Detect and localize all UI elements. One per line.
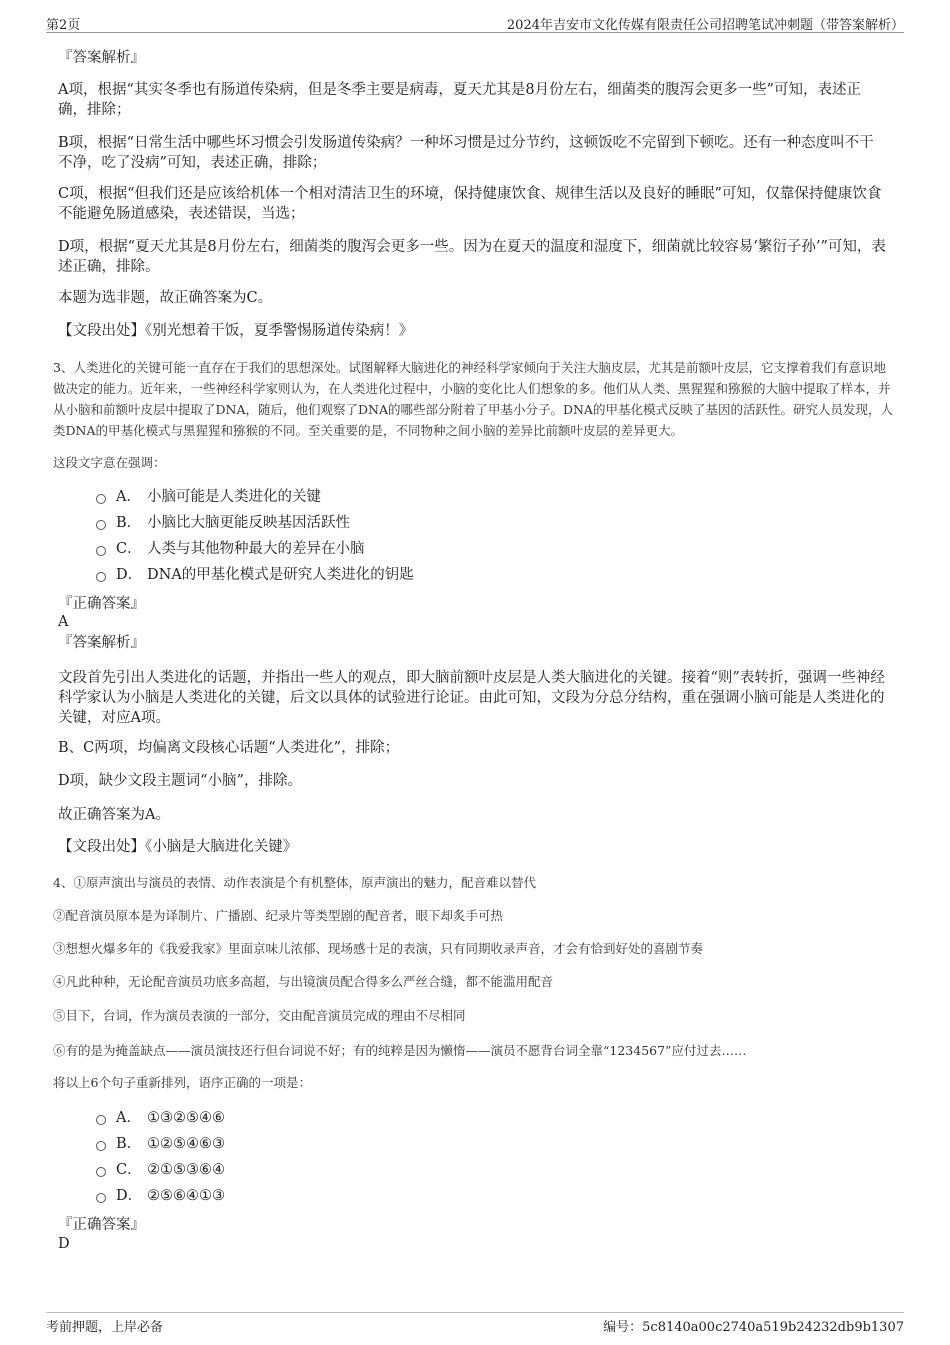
option-letter: D．: [116, 1188, 143, 1204]
question-4-prompt: 将以上6个句子重新排列，语序正确的一项是：: [53, 1075, 311, 1090]
answer-analysis-label: 『答案解析』: [58, 635, 145, 651]
option-letter: C．: [116, 541, 142, 557]
document-id: 编号：5c8140a00c2740a519b24232db9b1307: [603, 1320, 904, 1335]
option-text: ②⑤⑥④①③: [147, 1188, 225, 1204]
option-text: ①②⑤④⑥③: [147, 1136, 225, 1152]
option-letter: D．: [116, 567, 143, 583]
question-4-sentence-3: ③想想火爆多年的《我爱我家》里面京味儿浓郁、现场感十足的表演，只有同期收录声音，才会有恰到好处的喜剧节奏: [53, 941, 704, 956]
radio-icon[interactable]: [96, 1193, 106, 1203]
question-4-sentence-1: 4、①原声演出与演员的表情、动作表演是个有机整体，原声演出的魅力，配音难以替代: [53, 875, 536, 890]
analysis-paragraph: 文段首先引出人类进化的话题，并指出一些人的观点，即大脑前额叶皮层是人类大脑进化的关键。接着“则”表转折，强调一些神经科学家认为小脑是人类进化的关键，后文以具体的试验进行论证。由此可知，文段为分总分结构，重在强调小脑可能是人类进化的关键，对应A项。: [58, 670, 885, 726]
analysis-options-bc: B、C两项，均偏离文段核心话题“人类进化”，排除；: [58, 740, 400, 756]
question-4-option-d[interactable]: [96, 1186, 225, 1206]
radio-icon[interactable]: [96, 1167, 106, 1177]
radio-icon[interactable]: [96, 572, 106, 582]
analysis-option-c: C项，根据“但我们还是应该给机体一个相对清洁卫生的环境，保持健康饮食、规律生活以及良好的睡眠”可知，仅靠保持健康饮食不能避免肠道感染，表述错误，当选；: [58, 186, 882, 222]
document-title: 2024年吉安市文化传媒有限责任公司招聘笔试冲刺题（带答案解析）: [506, 18, 904, 33]
page-header: [46, 10, 904, 33]
question-3-option-d[interactable]: [96, 565, 414, 585]
analysis-conclusion: 故正确答案为A。: [58, 807, 170, 823]
radio-icon[interactable]: [96, 494, 106, 504]
source-citation: 【文段出处】《别光想着干饭，夏季警惕肠道传染病！》: [58, 323, 414, 339]
question-4-option-a[interactable]: [96, 1108, 225, 1128]
option-text: 小脑比大脑更能反映基因活跃性: [147, 515, 350, 531]
radio-icon[interactable]: [96, 1115, 106, 1125]
option-letter: A．: [116, 1110, 141, 1126]
footer-slogan: 考前押题，上岸必备: [46, 1320, 164, 1335]
correct-answer-value: D: [58, 1236, 70, 1252]
question-4-sentence-4: ④凡此种种，无论配音演员功底多高超，与出镜演员配合得多么严丝合缝，都不能滥用配音: [53, 974, 554, 989]
radio-icon[interactable]: [96, 546, 106, 556]
page-number: 第2页: [46, 18, 81, 33]
analysis-conclusion: 本题为选非题，故正确答案为C。: [58, 290, 273, 306]
option-text: DNA的甲基化模式是研究人类进化的钥匙: [147, 567, 414, 583]
option-letter: C．: [116, 1162, 142, 1178]
question-4-sentence-6: ⑥有的是为掩盖缺点——演员演技还行但台词说不好；有的纯粹是因为懒惰——演员不愿背台词全靠“1234567”应付过去……: [53, 1043, 747, 1058]
correct-answer-label: 『正确答案』: [58, 1217, 145, 1233]
question-4-option-b[interactable]: [96, 1134, 225, 1154]
option-text: 人类与其他物种最大的差异在小脑: [147, 541, 365, 557]
question-4-sentence-2: ②配音演员原本是为译制片、广播剧、纪录片等类型剧的配音者，眼下却炙手可热: [53, 908, 504, 923]
question-3-option-a[interactable]: [96, 487, 321, 507]
option-text: 小脑可能是人类进化的关键: [147, 489, 321, 505]
source-citation: 【文段出处】《小脑是大脑进化关键》: [58, 839, 298, 855]
page-footer: [46, 1312, 904, 1337]
correct-answer-value: A: [58, 614, 69, 630]
option-text: ②①⑤③⑥④: [147, 1162, 225, 1178]
option-letter: B．: [116, 1136, 142, 1152]
question-4-sentence-5: ⑤目下，台词，作为演员表演的一部分，交由配音演员完成的理由不尽相同: [53, 1008, 466, 1023]
question-3-prompt: 这段文字意在强调：: [53, 455, 166, 470]
radio-icon[interactable]: [96, 1141, 106, 1151]
question-4-option-c[interactable]: [96, 1160, 225, 1180]
option-letter: B．: [116, 515, 142, 531]
question-3-stem: 3、人类进化的关键可能一直存在于我们的思想深处。试图解释大脑进化的神经科学家倾向于关注大脑皮层，尤其是前额叶皮层，它支撑着我们有意识地做决定的能力。近年来，一些神经科学家则认为，在人类进化过程中，小脑的变化比人们想象的多。他们从人类、黑猩猩和猕猴的大脑中提取了样本，并从小脑和前额叶皮层中提取了DNA，随后，他们观察了DNA的哪些部分附着了甲基小分子。DNA的甲基化模式反映了基因的活跃性。研究人员发现，人类DNA的甲基化模式与黑猩猩和猕猴的不同。至关重要的是，不同物种之间小脑的差异比前额叶皮层的差异更大。: [53, 360, 893, 438]
radio-icon[interactable]: [96, 520, 106, 530]
option-letter: A．: [116, 489, 141, 505]
question-3-option-b[interactable]: [96, 513, 350, 533]
answer-analysis-label: 『答案解析』: [58, 50, 145, 66]
correct-answer-label: 『正确答案』: [58, 596, 145, 612]
question-3-option-c[interactable]: [96, 539, 365, 559]
option-text: ①③②⑤④⑥: [147, 1110, 225, 1126]
analysis-option-a: A项，根据“其实冬季也有肠道传染病，但是冬季主要是病毒，夏天尤其是8月份左右，细菌类的腹泻会更多一些”可知，表述正确，排除；: [58, 82, 862, 118]
analysis-option-b: B项，根据“日常生活中哪些坏习惯会引发肠道传染病？一种坏习惯是过分节约，这顿饭吃不完留到下顿吃。还有一种态度叫不干不净，吃了没病”可知，表述正确，排除；: [58, 135, 874, 171]
analysis-option-d: D项，缺少文段主题词“小脑”，排除。: [58, 773, 302, 789]
analysis-option-d: D项，根据“夏天尤其是8月份左右，细菌类的腹泻会更多一些。因为在夏天的温度和湿度下，细菌就比较容易‘繁衍子孙’”可知，表述正确，排除。: [58, 239, 886, 275]
